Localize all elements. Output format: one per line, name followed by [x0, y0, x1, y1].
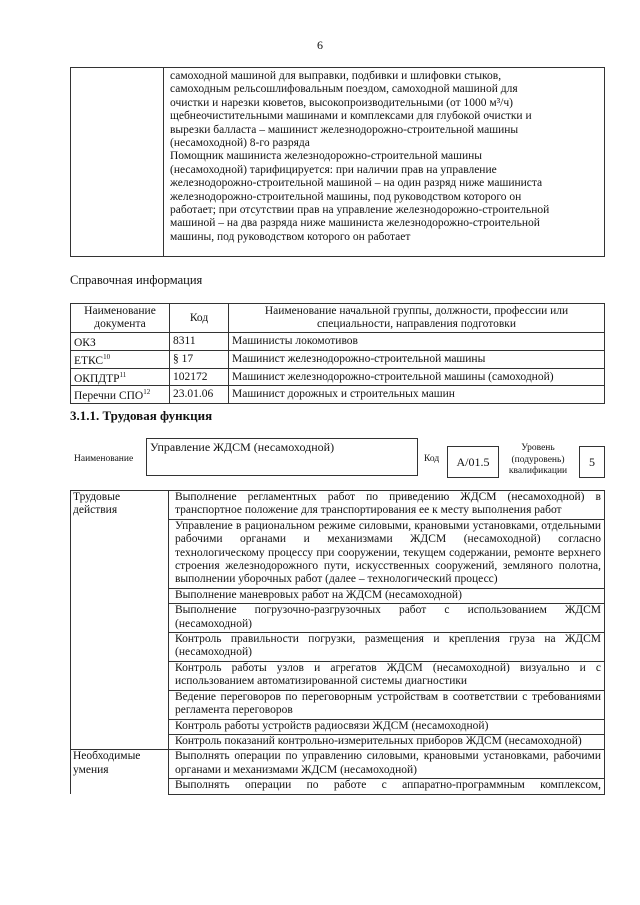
table-row — [71, 604, 605, 633]
name-cell: Машинист железнодорожно-строительной машины (самоходной) — [229, 368, 605, 386]
label-spacer — [71, 633, 169, 662]
name-cell: Машинисты локомотивов — [229, 333, 605, 351]
text-line: машины, под руководством которого он работает — [170, 230, 411, 243]
action-item: Контроль работы устройств радиосвязи ЖДСМ (несамоходной) — [169, 719, 605, 734]
empty-cell — [71, 68, 164, 257]
table-row — [71, 750, 605, 779]
table-header-row — [71, 304, 605, 333]
level-label — [500, 443, 576, 478]
code-cell: 23.01.06 — [170, 386, 229, 404]
text-line: Помощник машиниста железнодорожно-строительной машины — [170, 150, 483, 163]
function-code-box — [447, 446, 499, 478]
section-title: 3.1.1. Трудовая функция — [70, 408, 213, 423]
level-value-box — [579, 446, 605, 478]
function-code-value: A/01.5 — [456, 455, 490, 469]
code-cell: § 17 — [170, 350, 229, 368]
function-details-table — [70, 490, 605, 795]
table-row — [71, 661, 605, 690]
table-row — [71, 333, 605, 351]
name-label: Наименование — [74, 454, 134, 464]
text-line: очистки и нарезки кюветов, высокопроизводительными (от 1000 м³/ч) — [170, 96, 513, 109]
action-item: Контроль работы узлов и агрегатов ЖДСМ (несамоходной) визуально и с использованием автоматизированной системы диагностики — [169, 661, 605, 690]
label-spacer — [71, 604, 169, 633]
level-label-line: квалификации — [508, 466, 568, 476]
text-line: самоходной машиной для выправки, подбивки и шлифовки стыков, — [170, 70, 502, 82]
name-cell: Машинист железнодорожно-строительной машины — [229, 350, 605, 368]
table-row — [71, 386, 605, 404]
reference-table — [70, 303, 605, 404]
doc-cell: ЕТКС$^{10}$ — [71, 350, 170, 368]
action-item: Выполнение регламентных работ по приведению ЖДСМ (несамоходной) в транспортное положение для транспортирования ее к месту выполнения работ — [169, 491, 605, 520]
function-name-box — [146, 438, 418, 476]
page-number: 6 — [317, 38, 323, 52]
label-spacer — [71, 661, 169, 690]
action-item: Ведение переговоров по переговорным устройствам в соответствии с требованиями регламента переговоров — [169, 690, 605, 719]
table-row — [71, 519, 605, 588]
action-item: Выполнение маневровых работ на ЖДСМ (несамоходной) — [169, 588, 605, 603]
text-line: железнодорожно-строительной машиной – на один разряд ниже машиниста — [170, 177, 543, 190]
action-item: Выполнение погрузочно-разгрузочных работ с использованием ЖДСМ (несамоходной) — [169, 604, 605, 633]
code-label: Код — [424, 454, 440, 464]
code-cell: 102172 — [170, 368, 229, 386]
doc-cell: ОКЗ — [71, 333, 170, 351]
label-spacer — [71, 734, 169, 749]
reference-title: Справочная информация — [70, 273, 203, 287]
action-item: Контроль правильности погрузки, размещения и крепления груза на ЖДСМ (несамоходной) — [169, 633, 605, 662]
table-row — [71, 734, 605, 749]
label-spacer — [71, 588, 169, 603]
level-label-line: (подуровень) — [511, 454, 565, 465]
skill-item: Выполнять операции по управлению силовыми, крановыми установками, рабочими органами и механизмами ЖДСМ (несамоходной) — [169, 750, 605, 779]
text-line: железнодорожно-строительной машины, под руководством которого он — [170, 190, 522, 203]
table-row — [71, 350, 605, 368]
action-item: Управление в рациональном режиме силовыми, крановыми установками, отдельными рабочими органами и механизмами ЖДСМ (несамоходной) согласно технологическому процессу при сооружении, текущем содержании, ремонте верхнего строения железнодорожного пути, искусственных сооружений, земляного полотна, выполнении уборочных работ (далее – технологический процесс) — [169, 519, 605, 588]
table-row — [71, 588, 605, 603]
doc-cell: ОКПДТР$^{11}$ — [71, 368, 170, 386]
code-cell: 8311 — [170, 333, 229, 351]
text-line: вырезки балласта – машинист железнодорожно-строительной машины — [170, 123, 519, 136]
header-name: Наименование начальной группы, должности, профессии или специальности, направления подготовки — [229, 304, 605, 333]
table-row — [71, 719, 605, 734]
name-cell: Машинист дорожных и строительных машин — [229, 386, 605, 404]
header-code: Код — [170, 304, 229, 333]
skill-item: Выполнять операции по работе с аппаратно-программным комплексом, — [169, 779, 605, 794]
label-spacer — [71, 779, 169, 794]
text-line: самоходным рельсошлифовальным поездом, самоходной машиной для — [170, 83, 518, 96]
table-row — [71, 491, 605, 520]
text-line: работает; при отсутствии прав на управление железнодорожно-строительной — [170, 204, 550, 217]
qualification-text — [164, 68, 605, 257]
doc-cell: Перечни СПО$^{12}$ — [71, 386, 170, 404]
actions-label: Трудовые действия — [71, 491, 169, 520]
level-label-line: Уровень — [521, 443, 555, 453]
label-spacer — [71, 519, 169, 588]
text-line: машиной – на два разряда ниже машиниста железнодорожно-строительной — [170, 217, 540, 230]
level-value: 5 — [589, 455, 595, 469]
label-spacer — [71, 719, 169, 734]
text-line: щебнеочистительными машинами и комплексами для глубокой очистки и — [170, 110, 532, 123]
function-name-value: Управление ЖДСМ (несамоходной) — [150, 440, 335, 454]
header-document: Наименование документа — [71, 304, 170, 333]
skills-label: Необходимые умения — [71, 750, 169, 779]
table-row — [71, 779, 605, 794]
table-row — [71, 633, 605, 662]
qualification-table-continuation — [70, 67, 605, 257]
label-spacer — [71, 690, 169, 719]
text-line: (несамоходной) 8-го разряда — [170, 137, 310, 150]
action-item: Контроль показаний контрольно-измерительных приборов ЖДСМ (несамоходной) — [169, 734, 605, 749]
text-line: (несамоходной) тарифицируется: при наличии прав на управление — [170, 163, 497, 176]
table-row — [71, 368, 605, 386]
table-row — [71, 690, 605, 719]
